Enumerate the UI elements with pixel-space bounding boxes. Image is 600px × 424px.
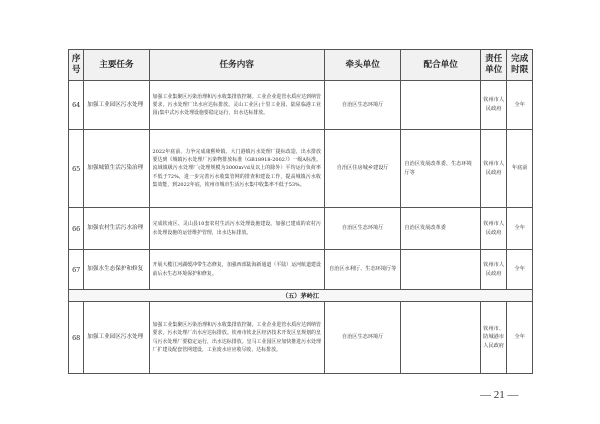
row-coop	[401, 302, 481, 374]
row-time: 全年	[507, 250, 533, 290]
row-resp: 钦州市人民政府	[480, 250, 507, 290]
header-task: 主要任务	[84, 50, 149, 81]
row-coop	[401, 250, 481, 290]
row-content: 加强工业集聚区污染治理和污水收集排放控制。工业企业进管水质应达到纳管要求，污水处理厂出水应达标排放。钦州市钦北区经济技术开发区皇规划的皇马污水处理厂要稳定运行，出水达标排放。皇马工业园区应加快推进污水处理厂扩建及配套管网建设，工业废水应应收尽收，达标排放。	[149, 302, 324, 374]
header-row	[69, 50, 533, 81]
row-task: 加强农村生活污水治理	[84, 208, 149, 250]
section-title: （五）茅岭江	[69, 290, 533, 302]
header-coop: 配合单位	[401, 50, 481, 81]
row-coop: 自治区发展改革委、生态环境厅等	[401, 130, 481, 208]
row-no: 65	[69, 130, 84, 208]
task-table	[68, 49, 533, 374]
row-no: 67	[69, 250, 84, 290]
row-no: 66	[69, 208, 84, 250]
table-row	[69, 302, 533, 374]
row-coop: 自治区发展改革委	[401, 208, 481, 250]
header-no: 序号	[69, 50, 84, 81]
row-time: 全年	[507, 302, 533, 374]
header-lead: 牵头单位	[324, 50, 400, 81]
row-lead: 自治区生态环境厅	[324, 81, 400, 130]
row-resp: 钦州市人民政府	[480, 208, 507, 250]
row-content: 2022年底前，力争完成康熙岭镇、大门港镇污水处理厂提标改造，出水排放要达到《城镇污水处理厂污染物排放标准（GB18918-2002）》一级A标准。流域镇级污水处理厂(处理规模为3000m³/d及以上的除外）平均运行负荷率不低于72%，进一步完善污水收集管网的排查和建设工作，提高城镇污水收集效能，到2022年底，钦州市城市生活污水集中收集率不低于53%。	[149, 130, 324, 208]
header-time: 完成时限	[507, 50, 533, 81]
row-lead: 自治区住房城乡建设厅	[324, 130, 400, 208]
row-task: 加强工业园区污水处理	[84, 81, 149, 130]
table-row	[69, 208, 533, 250]
row-resp: 钦州市、防城港市人民政府	[480, 302, 507, 374]
page-number: — 21 —	[480, 389, 519, 401]
row-coop	[401, 81, 481, 130]
row-time: 年底前	[507, 130, 533, 208]
row-no: 68	[69, 302, 84, 374]
row-task: 加强城镇生活污染治理	[84, 130, 149, 208]
table-row	[69, 130, 533, 208]
row-lead: 自治区生态环境厅	[324, 208, 400, 250]
row-content: 加强工业集聚区污染治理和污水收集排放控制。工业企业进管水质应达到纳管要求，污水处理厂出水应达标排放。灵山工业区(十里工业园、陆屋临港工业园)集中式污水处理设施要稳定运行，出水达标排放。	[149, 81, 324, 130]
row-resp: 钦州市人民政府	[480, 130, 507, 208]
row-time: 全年	[507, 208, 533, 250]
section-row	[69, 290, 533, 302]
row-resp: 钦州市人民政府	[480, 81, 507, 130]
row-no: 64	[69, 81, 84, 130]
table-row	[69, 81, 533, 130]
row-task: 加强工业园区污水处理	[84, 302, 149, 374]
row-task: 加强水生态保护和修复	[84, 250, 149, 290]
header-content: 任务内容	[149, 50, 324, 81]
header-resp: 责任单位	[480, 50, 507, 81]
row-time: 全年	[507, 81, 533, 130]
row-lead: 自治区生态环境厅	[324, 302, 400, 374]
table-row	[69, 250, 533, 290]
row-lead: 自治区水利厅、生态环境厅等	[324, 250, 400, 290]
row-content: 开展大榄江河湖缓冲带生态修复，加强西部陆海新通道（平陆）运河航道建设前后水生态环境保护和修复。	[149, 250, 324, 290]
row-content: 完成钦南区、灵山县10套农村生活污水处理设施建设。加强已建成的农村污水处理设施的运营维护管理，出水达标排放。	[149, 208, 324, 250]
